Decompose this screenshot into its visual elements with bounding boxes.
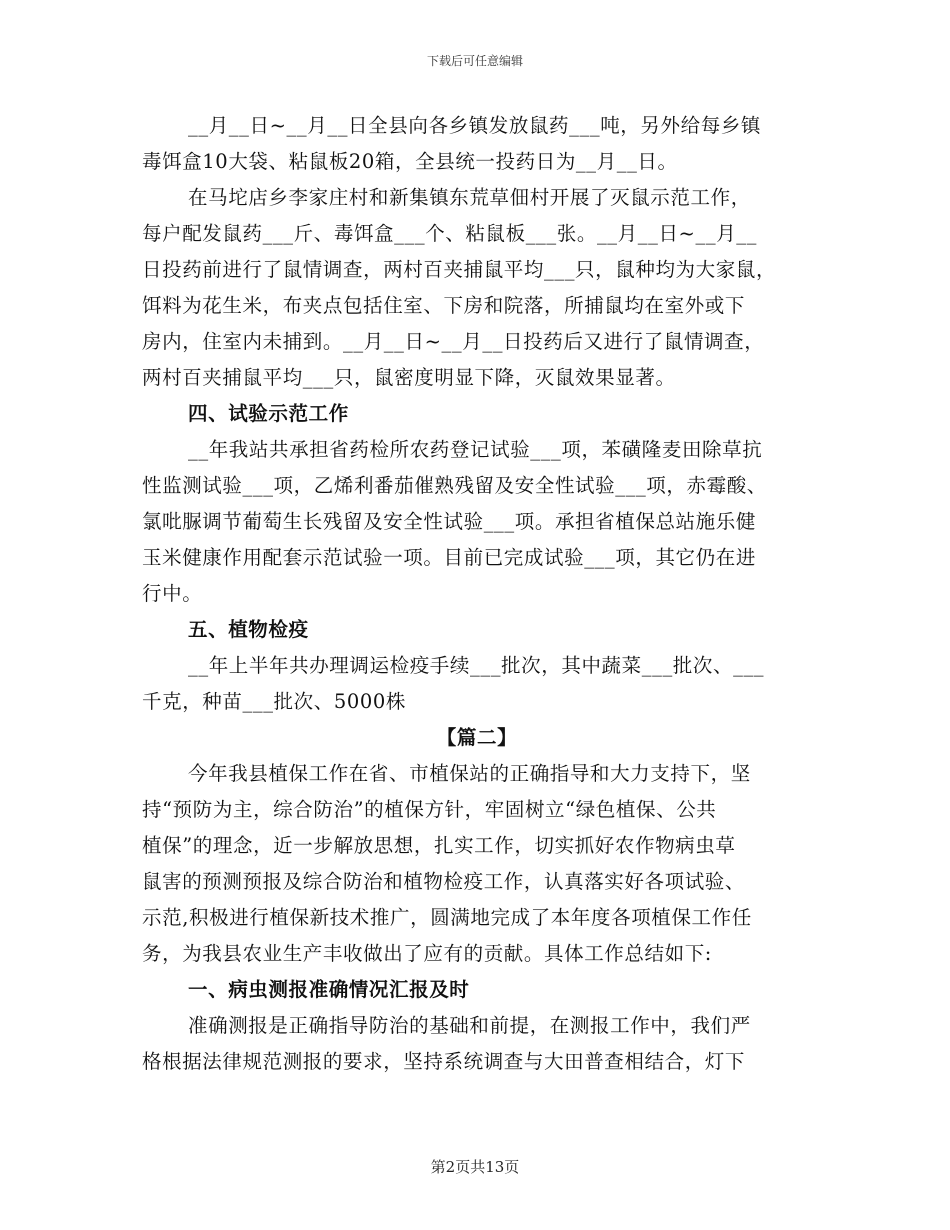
paragraph-line: 氯吡脲调节葡萄生长残留及安全性试验___项。承担省植保总站施乐健 [142,510,756,533]
paragraph-line: 示范,积极进行植保新技术推广，圆满地完成了本年度各项植保工作任 [142,906,752,929]
page-number: 第2页共13页 [430,1158,520,1176]
paragraph-line: 饵料为花生米，布夹点包括住室、下房和院落，所捕鼠均在室外或下 [142,294,746,317]
paragraph-line: 每户配发鼠药___斤、毒饵盒___个、粘鼠板___张。__月__日~__月__ [142,222,757,245]
paragraph-line: 务，为我县农业生产丰收做出了应有的贡献。具体工作总结如下: [142,942,712,965]
paragraph-line: 格根据法律规范测报的要求，坚持系统调查与大田普查相结合，灯下 [142,1050,746,1073]
section-heading-forecast: 一、病虫测报准确情况汇报及时 [188,978,470,1001]
paragraph-line: 行中。 [142,582,203,605]
paragraph-line: 两村百夹捕鼠平均___只，鼠密度明显下降，灭鼠效果显著。 [142,366,676,389]
paragraph-line: 毒饵盒10大袋、粘鼠板20箱，全县统一投药日为__月__日。 [142,150,678,173]
section-heading-quarantine: 五、植物检疫 [188,618,309,641]
section-heading-trials: 四、试验示范工作 [188,402,349,425]
part-two-title: 【篇二】 [436,726,518,749]
paragraph-line: 在马坨店乡李家庄村和新集镇东荒草佃村开展了灭鼠示范工作， [188,186,751,209]
paragraph-line: 植保”的理念，近一步解放思想，扎实工作，切实抓好农作物病虫草 [142,834,736,857]
paragraph-line: 千克，种苗___批次、5000株 [142,690,406,713]
paragraph-line: 性监测试验___项，乙烯利番茄催熟残留及安全性试验___项，赤霉酸、 [142,474,767,497]
page-header: 下载后可任意编辑 [426,54,523,68]
document-body [142,108,812,1080]
paragraph-line: __年我站共承担省药检所农药登记试验___项，苯磺隆麦田除草抗 [188,438,763,461]
paragraph-line: 准确测报是正确指导防治的基础和前提，在测报工作中，我们严 [188,1014,751,1037]
paragraph-line: __月__日~__月__日全县向各乡镇发放鼠药___吨，另外给每乡镇 [188,114,761,137]
paragraph-line: 房内，住室内未捕到。__月__日~__月__日投药后又进行了鼠情调查， [142,330,765,353]
paragraph-line: 鼠害的预测预报及综合防治和植物检疫工作，认真落实好各项试验、 [142,870,746,893]
paragraph-line: 持“预防为主，综合防治”的植保方针，牢固树立“绿色植保、公共 [142,798,717,821]
paragraph-line: 日投药前进行了鼠情调查，两村百夹捕鼠平均___只，鼠种均为大家鼠， [142,258,777,281]
paragraph-line: 玉米健康作用配套示范试验一项。目前已完成试验___项，其它仍在进 [142,546,756,569]
paragraph-line: 今年我县植保工作在省、市植保站的正确指导和大力支持下，坚 [188,762,751,785]
paragraph-line: __年上半年共办理调运检疫手续___批次，其中蔬菜___批次、___ [188,654,765,677]
